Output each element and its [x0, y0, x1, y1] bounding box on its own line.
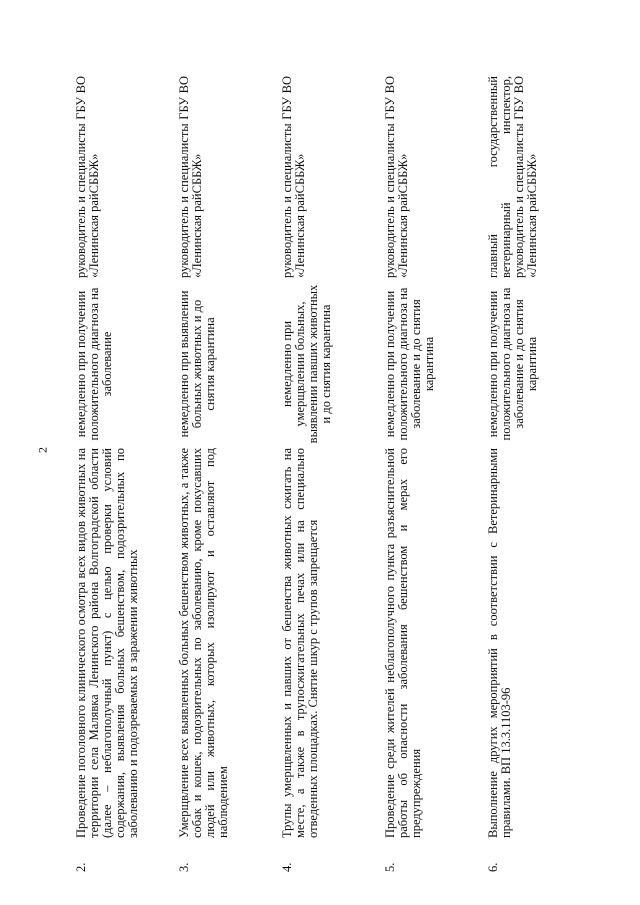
responsible-text: руководитель и специалисты ГБУ ВО «Ленинская райСББЖ»	[280, 76, 307, 278]
row-number: 4.	[280, 862, 294, 872]
row-number: 2.	[74, 862, 88, 872]
measures-table	[75, 76, 575, 872]
row-number: 6.	[486, 862, 500, 872]
table-row	[281, 76, 384, 872]
term-text: немедленно при получении положительного диагноза на заболевание	[74, 287, 114, 441]
term-text: немедленно при выявлении больных животных и до снятия карантина	[177, 290, 217, 438]
measure-text: Умерщвление всех выявленных больных бешенством животных, а также собак и кошек, подозрительных по заболеванию, кроме покусавших людей или животных, которых изолируют и оставляют под наблюдением	[177, 448, 230, 838]
row-number: 3.	[177, 862, 191, 872]
page-number: 2	[35, 447, 50, 453]
responsible-text: руководитель и специалисты ГБУ ВО «Ленинская райСББЖ»	[74, 76, 101, 278]
measures-page	[74, 76, 585, 872]
table-row	[178, 76, 281, 872]
term-text: немедленно при умерщвлении больных, выявлении павших животных и до снятия карантина	[280, 284, 333, 444]
table-row	[384, 76, 487, 872]
row-number: 5.	[383, 862, 397, 872]
table-row	[75, 76, 178, 872]
measure-text: Проведение среди жителей неблагополучного пункта разъяснительной работы об опасности заболевания бешенством и мерах его предупреждения	[383, 448, 423, 838]
responsible-text: руководитель и специалисты ГБУ ВО «Ленинская райСББЖ»	[383, 76, 410, 278]
measure-text: Выполнение других мероприятий в соответствии с Ветеринарными правилами. ВП 13.3.1103-96	[486, 448, 513, 838]
measure-text: Проведение поголовного клинического осмотра всех видов животных на территории села Малявка Ленинского района Волгоградской области (далее – неблагополучный пункт) с целью проверки условий содержания, выявления больных бешенством, подозрительных по заболеванию и подозреваемых в заражении животных	[74, 448, 140, 838]
responsible-text: руководитель и специалисты ГБУ ВО «Ленинская райСББЖ»	[177, 76, 204, 278]
table-row	[487, 76, 575, 872]
responsible-text: главный государственный ветеринарный инспектор, руководитель и специалисты ГБУ ВО «Ленинская райСББЖ»	[486, 76, 539, 278]
measure-text: Трупы умерщвленных и павших от бешенства животных сжигать на месте, а также в трупосжигательных печах или на специально отведенных площадках. Снятие шкур с трупов запрещается	[280, 448, 320, 838]
term-text: немедленно при получении положительного диагноза на заболевание и до снятия карантина	[383, 287, 436, 441]
term-text: немедленно при получении положительного диагноза на заболевание и до снятия карантина	[486, 287, 539, 441]
